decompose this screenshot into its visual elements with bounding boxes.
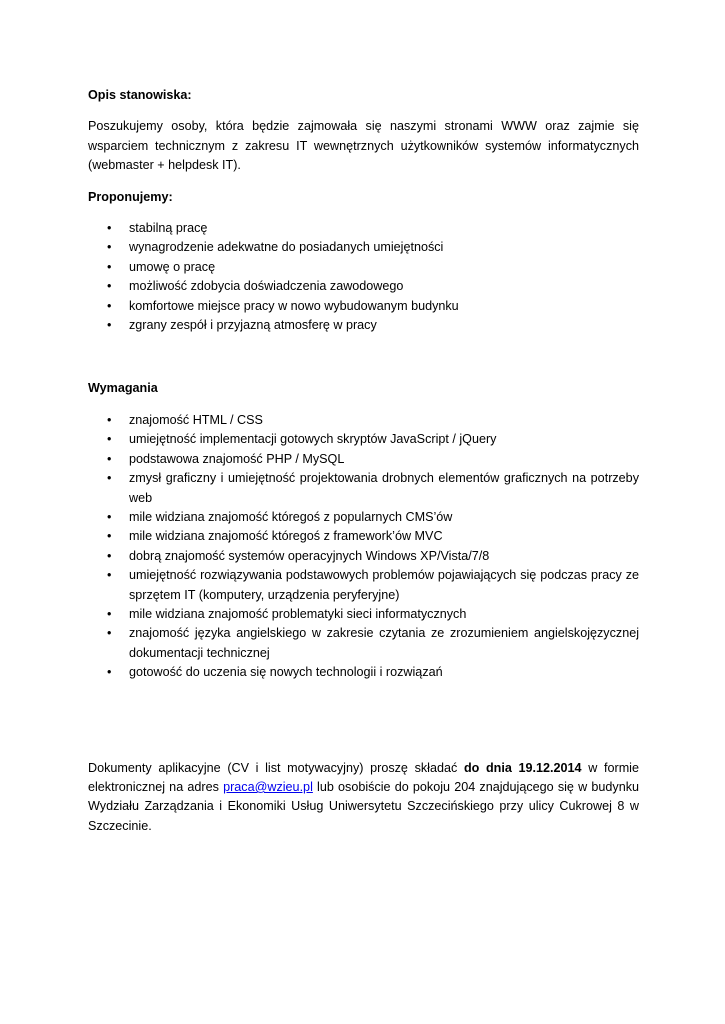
bullet-icon: • [107,298,112,313]
bullet-icon: • [107,221,112,236]
list-item [88,605,639,624]
bullet-icon: • [107,318,112,333]
list-item-text: umowę o pracę [129,259,216,274]
list-item [88,430,639,449]
bullet-icon: • [107,529,112,544]
dokumenty-text-part3: lub osobiście do pokoju 204 znajdującego się w budynku Wydziału Zarządzania i Ekonomiki Usług Uniwersytetu Szczecińskiego przy ulicy Cukrowej 8 w Szczecinie. [88,779,639,833]
wymagania-heading: Wymagania [88,381,158,396]
list-item [88,469,639,508]
bullet-icon: • [107,626,112,641]
list-item [88,508,639,527]
dokumenty-text-part1: Dokumenty aplikacyjne (CV i list motywacyjny) proszę składać [88,760,464,775]
email-link[interactable]: praca@wzieu.pl [223,779,313,794]
list-item [88,238,639,257]
list-item [88,663,639,682]
list-item-text: znajomość HTML / CSS [129,412,263,427]
list-item [88,316,639,335]
opis-heading: Opis stanowiska: [88,88,192,102]
list-item [88,258,639,277]
list-item [88,566,639,605]
list-item-text: możliwość zdobycia doświadczenia zawodowego [129,279,404,294]
bullet-icon: • [107,240,112,255]
bullet-icon: • [107,432,112,447]
list-item [88,527,639,546]
proponujemy-list [88,219,639,335]
dokumenty-paragraph [88,759,639,837]
bullet-icon: • [107,412,112,427]
list-item [88,219,639,238]
bullet-icon: • [107,606,112,621]
bullet-icon: • [107,568,112,583]
list-item-text: mile widziana znajomość któregoś z popularnych CMS’ów [129,509,453,524]
list-item-text: komfortowe miejsce pracy w nowo wybudowanym budynku [129,298,459,313]
list-item-text: zgrany zespół i przyjazną atmosferę w pracy [129,318,377,333]
list-item-text: dobrą znajomość systemów operacyjnych Windows XP/Vista/7/8 [129,548,490,563]
list-item-text: wynagrodzenie adekwatne do posiadanych umiejętności [129,240,444,255]
bullet-icon: • [107,509,112,524]
list-item [88,547,639,566]
list-item [88,297,639,316]
opis-text: Poszukujemy osoby, która będzie zajmowała się naszymi stronami WWW oraz zajmie się wsparciem technicznym z zakresu IT wewnętrznych użytkowników systemów informatycznych (webmaster + helpdesk IT). [88,119,639,173]
bullet-icon: • [107,279,112,294]
list-item-text: umiejętność rozwiązywania podstawowych problemów pojawiających się podczas pracy ze sprzętem IT (komputery, urządzenia peryferyjne) [129,568,639,602]
bullet-icon: • [107,451,112,466]
bullet-icon: • [107,665,112,680]
bullet-icon: • [107,259,112,274]
list-item-text: podstawowa znajomość PHP / MySQL [129,451,345,466]
list-item [88,411,639,430]
list-item-text: umiejętność implementacji gotowych skryptów JavaScript / jQuery [129,432,497,447]
list-item-text: mile widziana znajomość problematyki sieci informatycznych [129,606,467,621]
list-item [88,277,639,296]
list-item-text: gotowość do uczenia się nowych technologii i rozwiązań [129,665,443,680]
proponujemy-heading: Proponujemy: [88,189,173,204]
list-item-text: stabilną pracę [129,221,208,236]
deadline-date: do dnia 19.12.2014 [463,760,582,775]
document-page [88,86,639,836]
list-item [88,624,639,663]
wymagania-list [88,411,639,683]
list-item-text: znajomość języka angielskiego w zakresie czytania ze zrozumieniem angielskojęzycznej dokumentacji technicznej [129,626,639,660]
list-item [88,450,639,469]
bullet-icon: • [107,471,112,486]
bullet-icon: • [107,548,112,563]
list-item-text: zmysł graficzny i umiejętność projektowania drobnych elementów graficznych na potrzeby web [129,471,639,505]
list-item-text: mile widziana znajomość któregoś z framework’ów MVC [129,529,443,544]
dokumenty-text-part2: w formie elektronicznej na adres [88,760,639,794]
